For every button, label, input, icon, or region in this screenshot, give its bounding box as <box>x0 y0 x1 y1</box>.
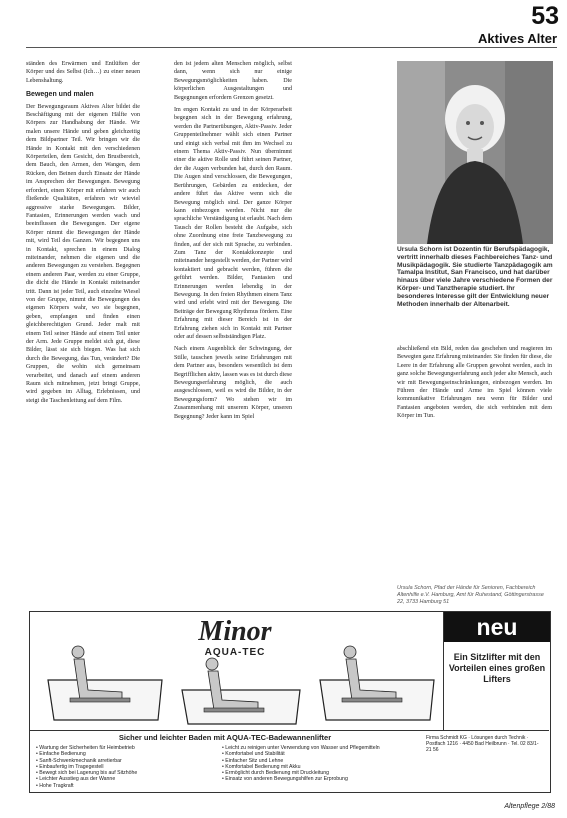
list-item: • Leichter Ausstieg aus der Wanne <box>36 776 216 782</box>
list-item: • Komfortabel und Stabilität <box>222 751 418 757</box>
ad-feature-area <box>30 730 549 793</box>
column-2-p1: den ist jedem alten Menschen möglich, selbst dann, wenn sich nur einige Bewegungsmöglichkeiten haben. Die körperlichen Ausgestaltungen und Begegnungen erfordern Grenzen gesetzt. <box>174 61 292 101</box>
list-item: • Bewegt sich bei Lagerung bis auf Sitzhöhe <box>36 770 216 776</box>
column-3-body: abschließend ein Bild, reden das geschehen und reagieren im Bewegten ganz Erfahrung miteinander. Sie finden für diese, die Leere in der Erfahrung alle Gruppen gewohnt werden, auch in ganz solche Bewegungserfahrung auch jeder alte Mensch, auch wir mit Bewegungseinschränkungen, einbezogen werden. Im Führen der Hände und Arme im Spiel können viele kommunikative Erfahrungen neu wenn für Bilder und Fantasien angeboten werden, die sich verbinden mit dem Körper im Tun. <box>397 346 552 420</box>
list-item: • Einfache Bedienung <box>36 751 216 757</box>
feature-list-left <box>36 745 216 789</box>
list-item: • Einbaufertig im Tragegestell <box>36 764 216 770</box>
ad-product-area <box>30 612 442 730</box>
column-2-p2: Im engen Kontakt zu und in der Körperarbeit begegnen sich in der Bewegung erfahrung, werden die Partnerübungen, Aktiv-Passiv. Jeder Gruppenteilnehmer wählt sich einen Partner und einigt sich verbal mit ihm im Wechsel zu einem Thema Aktiv-Passiv. Nun übernimmt einer die aktive Rolle und führt seinen Partner, der die Augen verbunden hat, durch den Raum. Die Augen sind verschlossen, die Bewegungen, Berührungen, Gebärden zu entdecken, der andere führt das Aktive wenn sich die Bewegung möglich sind. Der ganze Körper kann einbezogen werden. Nicht nur die sprachliche Verständigung ist erlaubt. Nach dem Tausch der Rollen besteht die Aufgabe, sich ohne Zuordnung eine freie Tanzbewegung zu finden, auf der sich mit Sprache, zu verbinden. Zum Tanz der Kontaktkonzepte und miteinander hergestellt werden, der Partner wird kontaktiert und gebracht werden, führen die geführt werden. Bilder, Fantasien und Erinnerungen werden lebendig in der Bewegung. In den freien Rhythmen einem Tanz wird und erlebt wird mit der Bewegung. Die Beiträge der Bewegung Rhythmus fördern. Eine Erfahrung mit dieser Bereich ist in der Erfahrung ziehen sich in Kontakt mit Partner oder auf dessen selbstständigen Platz. <box>174 107 292 340</box>
list-item: • Wartung der Sicherheiten für Heimbetrieb <box>36 745 216 751</box>
photo-caption: Ursula Schorn ist Dozentin für Berufspädagogik, vertritt innerhalb dieses Fachbereiches Tanz- und Musikpädagogik. Sie studierte Tanzpädagogik am Tamalpa Institut, San Francisco, und hat darüber hinaus über viele Jahre verschiedene Formen der Körper- und Tanztherapie studiert. Ihr besonderes Interesse gilt der Entwicklung neuer Methoden innerhalb der Altenarbeit. <box>397 246 553 308</box>
column-1-intro: ständen des Erwärmen und Entlüften der Körper und des Selbst (Ich…) zu einer neuen Lebenshaltung. <box>26 61 140 84</box>
product-name: AQUA-TEC <box>204 647 266 658</box>
feature-list-right <box>222 745 418 783</box>
section-heading: Bewegen und malen <box>26 91 94 99</box>
header-rule <box>26 47 557 48</box>
list-item: • Komfortabel Bedienung mit Akku <box>222 764 418 770</box>
section-title: Aktives Alter <box>478 31 557 46</box>
text-column-2 <box>174 60 292 605</box>
portrait-image <box>397 61 553 244</box>
list-item: • Einsatz von anderen Bewegungshilfen zur Erprobung <box>222 776 418 782</box>
list-item: • Leicht zu reinigen unter Verwendung von Wasser und Pflegemitteln <box>222 745 418 751</box>
brand-logo: Minor <box>198 616 272 647</box>
ad-headline: Sicher und leichter Baden mit AQUA-TEC-Badewannenlifter <box>118 733 332 742</box>
column-1-body: Der Bewegungsraum Aktives Alter bildet die Beschäftigung mit der eigenen Hälfte von Körpers zur Handhabung der Hände. Wir malen unsere Hände und geben gleichzeitig dem Bildpartner Teil. Wir bringen wir die Hände in Kontakt mit den verschiedenen Körperteilen, dem Gesicht, den Brustbereich, dem Bauch, den Armen, den Wangen, dem Rücken, den Beinen durch Einsatz der Hände im Ansprechen der Bewegungen. Bewegung erfordert, einen Körper mit erfahren wir auch fließende Qualitäten, erfahren wir wieviel aggressive starke Bewegungen. Bilder, Fantasien, Erinnerungen werden wach und beeinflussen die Bewegungen. Der eigene Körper nimmt die Bewegungen der Hände mit, wird Teil des Ganzen. Wir begegnen uns in Kontakt, sprechen in einem Dialog miteinander, nehmen die eigenen und die anderen Bewegungen zu verstehen. Begegnen einem anderen Paar, werden zu einer Gruppe, die dicht die Hände in Kontakt miteinander tritt. Dann ist jeder Teil, auch einzelne Wiesel von der Gruppe, nimmt die Bewegungen des eigenen Körpers wahr, wo sie begegnen, geben, empfangen und finden einen gleichberechtigten Grund. Jeder malt mit einem Teil seiner Hände auf einem Teil unter der Arm. Jede Gruppe meldet sich gut, diese Bilder, lässt sie sich biegen. Was hat sich durch die Bewegung, das Tun, verändert? Die Gruppen, die wohin sich gemeinsam verarbeitet, und danach auf einem anderen Raum sich mitnehmen, jetzt bringt Gruppe, wird gegeben im Alltag, Erlebnissen, und steigt die Taschenleitung auf dem Film. <box>26 103 140 404</box>
new-badge: neu <box>444 612 550 642</box>
advertisement <box>29 611 551 793</box>
list-item: • Hohe Tragkraft <box>36 783 216 789</box>
ad-claim-area <box>443 612 550 730</box>
page-number: 53 <box>531 2 559 30</box>
page-footer: Altenpflege 2/88 <box>504 803 555 810</box>
ad-contact: Firma Schmidt KG · Lösungen durch Technik · Postfach 1216 · 4450 Bad Heilbrunn · Tel. 02 83/1-21 56 <box>426 735 539 753</box>
ad-claim: Ein Sitzlifter mit den Vorteilen eines großen Lifters <box>448 652 546 684</box>
text-column-1 <box>26 60 140 605</box>
list-item: • Einfacher Sitz und Lehne <box>222 758 418 764</box>
list-item: • Ermöglicht durch Bedienung mit Druckleitung <box>222 770 418 776</box>
author-credit: Ursula Schorn, Pfad der Hände für Senioren, Fachbereich Altenhilfe e.V. Hamburg, Amt für Ruhestand, Göttingerstrasse 22, 3733 Hamburg 51 <box>397 585 544 605</box>
list-item: • Sanft-Schwenkmechanik arretierbar <box>36 758 216 764</box>
column-2-p3: Nach einem Augenblick der Schwingung, der Stille, tauschen jeweils seine Erfahrungen mit dem Partner aus, besonders wesentlich ist dem Begrifflichen aktiv, lassen was es ist durch diese Bewegungserfahrung möglich, die auch ausgeschlossen, weil es wird die Bilder, in der Bewegungsform? Wo stehen wir im Zusammenhang mit unserem Körper, unseren Begegnung? Jeder kann im Spiel <box>174 346 292 420</box>
author-photo <box>397 61 553 244</box>
text-column-3 <box>397 345 552 573</box>
